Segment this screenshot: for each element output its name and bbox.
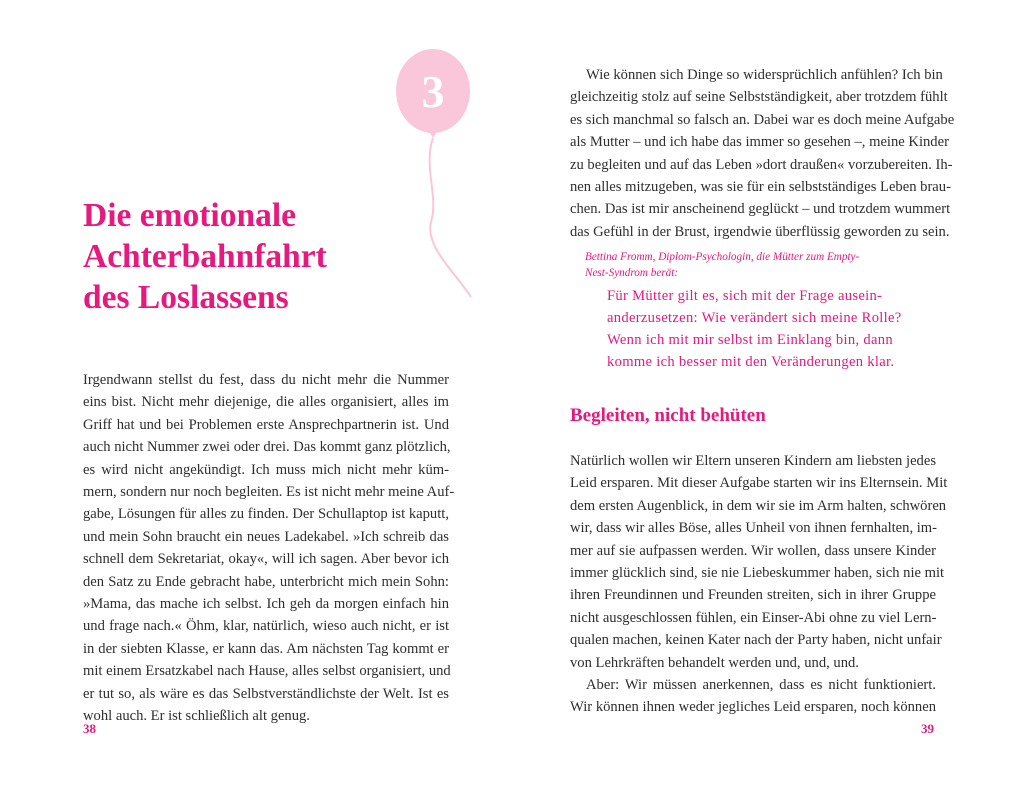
text-line: chen. Das ist mir anscheinend geglückt – und trotzdem wummert — [570, 201, 951, 218]
quote-line: anderzusetzen: Wie verändert sich meine Rolle? — [607, 310, 902, 326]
quote-line: komme ich besser mit den Veränderungen klar. — [607, 354, 895, 370]
pull-quote — [607, 285, 907, 373]
quote-line: Für Mütter gilt es, sich mit der Frage ausein- — [607, 288, 883, 304]
text-line: »Mama, das mache ich selbst. Ich geh da morgen einfach hin — [83, 596, 449, 613]
text-line: wohl auch. Er ist schließlich alt genug. — [83, 708, 310, 725]
text-line: es sich manchmal so falsch an. Dabei war es doch meine Aufgabe — [570, 111, 955, 128]
text-line: immer glücklich sind, sie nie Liebeskummer haben, sich nie mit — [570, 565, 945, 582]
chapter-title-line: Die emotionale — [83, 197, 297, 234]
text-line: eins bist. Nicht mehr diejenige, die alles organisiert, alles im — [83, 394, 449, 411]
text-line: Natürlich wollen wir Eltern unseren Kindern am liebsten jedes — [570, 453, 936, 469]
text-line: ihren Freundinnen und Freunden streiten, sich in ihrer Gruppe — [570, 587, 936, 604]
section-heading: Begleiten, nicht behüten — [570, 405, 766, 426]
text-line: Irgendwann stellst du fest, dass du nicht mehr die Nummer — [83, 372, 449, 388]
text-line: Wie können sich Dinge so widersprüchlich anfühlen? Ich bin — [586, 67, 943, 83]
text-line: mer auf sie aufpassen werden. Wir wollen, dass unsere Kinder — [570, 542, 936, 559]
chapter-title-line: Achterbahnfahrt — [83, 238, 327, 275]
text-line: Leid ersparen. Mit dieser Aufgabe starten wir ins Elternsein. Mit — [570, 475, 948, 492]
text-line: und frage nach.« Öhm, klar, natürlich, wieso auch nicht, er ist — [83, 618, 449, 635]
text-line: dem ersten Augenblick, in dem wir sie im Arm halten, schwören — [570, 497, 947, 514]
text-line: von Lehrkräften behandelt werden und, und, und. — [570, 654, 859, 671]
text-line: er tut so, als wäre es das Selbstverständlichste der Welt. Ist es — [83, 685, 449, 702]
text-line: Griff hat und bei Problemen erste Ansprechpartnerin ist. Und — [83, 416, 449, 433]
right-body-paragraph-1 — [570, 64, 955, 243]
attribution-line: Bettina Fromm, Diplom-Psychologin, die Mütter zum Empty- — [585, 251, 860, 263]
quote-attribution — [585, 249, 915, 281]
text-line: gabe, Lösungen für alles zu finden. Der Schullaptop ist kaputt, — [83, 506, 449, 523]
text-line: nicht ausgeschlossen fühlen, ein Einser-Abi ohne zu viel Lern- — [570, 609, 937, 626]
text-line: schnell dem Sekretariat, okay«, will ich sagen. Aber bevor ich — [83, 551, 449, 568]
page-number-right: 39 — [921, 721, 934, 736]
text-line: wir, dass wir alles Böse, alles Unheil von ihnen fernhalten, im- — [570, 520, 938, 537]
text-line: qualen machen, keinen Kater nach der Party haben, nicht unfair — [570, 632, 942, 649]
text-line: Aber: Wir müssen anerkennen, dass es nicht funktioniert. — [586, 677, 936, 694]
page-number-left: 38 — [83, 721, 96, 736]
text-line: das Gefühl in der Brust, irgendwie überflüssig geworden zu sein. — [570, 223, 950, 240]
chapter-title-line: des Loslassens — [83, 279, 289, 316]
balloon-chapter-marker — [395, 47, 481, 302]
right-body-paragraph-2 — [570, 450, 948, 719]
text-line: zu begleiten und auf das Leben »dort draußen« vorzubereiten. Ih- — [570, 156, 953, 173]
text-line: nen alles mitzugeben, was sie für ein selbstständiges Leben brau- — [570, 179, 951, 196]
text-line: in der siebten Klasse, er kann das. Am nächsten Tag kommt er — [83, 640, 449, 657]
text-line: mern, sondern nur noch begleiten. Es ist nicht mehr meine Auf- — [83, 484, 455, 501]
text-line: Wir können ihnen weder jegliches Leid ersparen, noch können — [570, 699, 936, 716]
text-line: und mein Sohn braucht ein neues Ladekabel. »Ich schreib das — [83, 528, 449, 545]
chapter-title — [83, 195, 327, 318]
text-line: es wird nicht angekündigt. Ich muss mich nicht mehr küm- — [83, 461, 449, 478]
text-line: den Satz zu Ende gebracht habe, unterbricht mich mein Sohn: — [83, 573, 449, 590]
text-line: auch nicht Nummer zwei oder drei. Das kommt ganz plötzlich, — [83, 439, 451, 456]
text-line: als Mutter – und ich habe das immer so gesehen –, meine Kinder — [570, 134, 949, 151]
quote-line: Wenn ich mit mir selbst im Einklang bin, dann — [607, 332, 893, 348]
left-body-paragraph — [83, 369, 455, 728]
text-line: gleichzeitig stolz auf seine Selbstständigkeit, aber trotzdem fühlt — [570, 89, 948, 106]
chapter-number: 3 — [421, 66, 445, 117]
text-line: mit einem Ersatzkabel nach Hause, alles selbst organisiert, und — [83, 663, 451, 680]
attribution-line: Nest-Syndrom berät: — [585, 267, 679, 279]
